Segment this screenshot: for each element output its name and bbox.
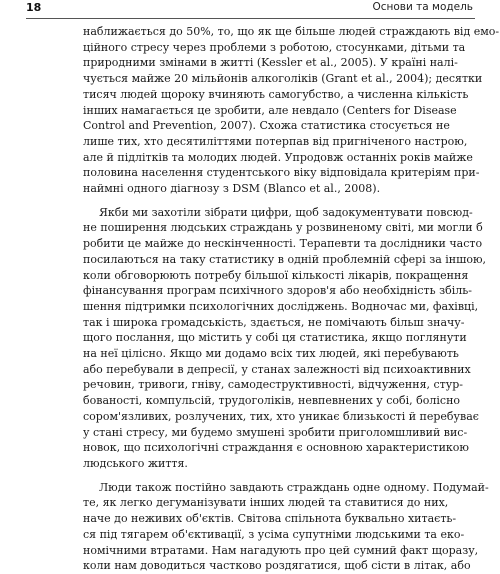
text-line: тисяч людей щороку вчиняють самогубство, а численна кількість — [83, 87, 469, 101]
text-line: природними змінами в житті (Kessler et al., 2005). У країні налі- — [83, 56, 458, 70]
text-line: коли обговорюють потребу більшої кількості лікарів, покращення — [83, 268, 469, 282]
text-line: наче до неживих об'єктів. Світова спільнота буквально хитаєть- — [83, 512, 457, 526]
text-line: наймні одного діагнозу з DSM (Blanco et al., 2008). — [83, 182, 381, 196]
paragraph-gap — [83, 197, 434, 205]
text-line: Якби ми захотіли зібрати цифри, щоб задокументувати повсюд- — [99, 205, 473, 219]
paragraph-gap — [83, 472, 434, 480]
text-line: людського життя. — [83, 456, 188, 470]
paragraph — [83, 205, 487, 472]
text-line: ційного стресу через проблеми з роботою, стосунками, дітьми та — [83, 40, 466, 54]
text-line: не поширення людських страждань у розвиненому світі, ми могли б — [83, 221, 483, 235]
running-head: Основи та модель — [372, 1, 473, 13]
text-line: половина населення студентського віку відповідала критеріям при- — [83, 166, 480, 180]
text-line: посилаються на таку статистику в одній проблемній сфері за іншою, — [83, 252, 487, 266]
text-line: на неї цілісно. Якщо ми додамо всіх тих людей, які перебувають — [83, 347, 459, 361]
paragraph — [83, 24, 500, 197]
text-line: шення підтримки психологічних досліджень. Водночас ми, фахівці, — [83, 299, 479, 313]
paragraph — [83, 480, 489, 574]
text-line: інших намагається це зробити, але невдало (Centers for Disease — [83, 103, 457, 117]
text-line: бованості, компульсій, трудоголіків, невпевнених у собі, болісно — [83, 394, 461, 408]
text-line: але й підлітків та молодих людей. Упродовж останніх років майже — [83, 150, 473, 164]
body-text — [83, 24, 500, 574]
text-line: лише тих, хто десятиліттями потерпав від пригніченого настрою, — [83, 134, 468, 148]
text-line: Control and Prevention, 2007). Схожа статистика стосується не — [83, 119, 450, 133]
text-line: сором'язливих, розлучених, тих, хто уникає близькості й перебуває — [83, 409, 479, 423]
text-line: новок, що психологічні страждання є основною характеристикою — [83, 441, 470, 455]
text-line: у стані стресу, ми будемо змушені зробити приголомшливий вис- — [83, 425, 468, 439]
page-header — [0, 0, 500, 20]
page-number: 18 — [26, 1, 42, 14]
text-line: або перебували в депресії, у станах залежності від психоактивних — [83, 362, 471, 376]
text-line: речовин, тривоги, гніву, самодеструктивності, відчуження, стур- — [83, 378, 463, 392]
text-line: Люди також постійно завдають страждань одне одному. Подумай- — [99, 480, 489, 494]
text-line: чується майже 20 мільйонів алкоголіків (Grant et al., 2004); десятки — [83, 72, 483, 86]
text-line: так і широка громадськість, здається, не помічають більш значу- — [83, 315, 465, 329]
text-line: наближається до 50%, то, що як ще більше людей страждають від емо- — [83, 25, 500, 38]
header-divider — [26, 18, 475, 19]
text-line: номічними втратами. Нам нагадують про цей сумний факт щоразу, — [83, 543, 479, 557]
text-line: ся під тягарем об'єктивації, з усіма супутніми людськими та еко- — [83, 527, 465, 541]
text-line: щого послання, що містить у собі ця статистика, якщо поглянути — [83, 331, 467, 345]
text-line: коли нам доводиться частково роздягатися, щоб сісти в літак, або — [83, 559, 471, 573]
text-line: робити це майже до нескінченності. Терапевти та дослідники часто — [83, 237, 483, 251]
text-line: те, як легко дегуманізувати інших людей та ставитися до них, — [83, 496, 449, 510]
text-line: фінансування програм психічного здоров'я або необхідність збіль- — [83, 284, 472, 298]
